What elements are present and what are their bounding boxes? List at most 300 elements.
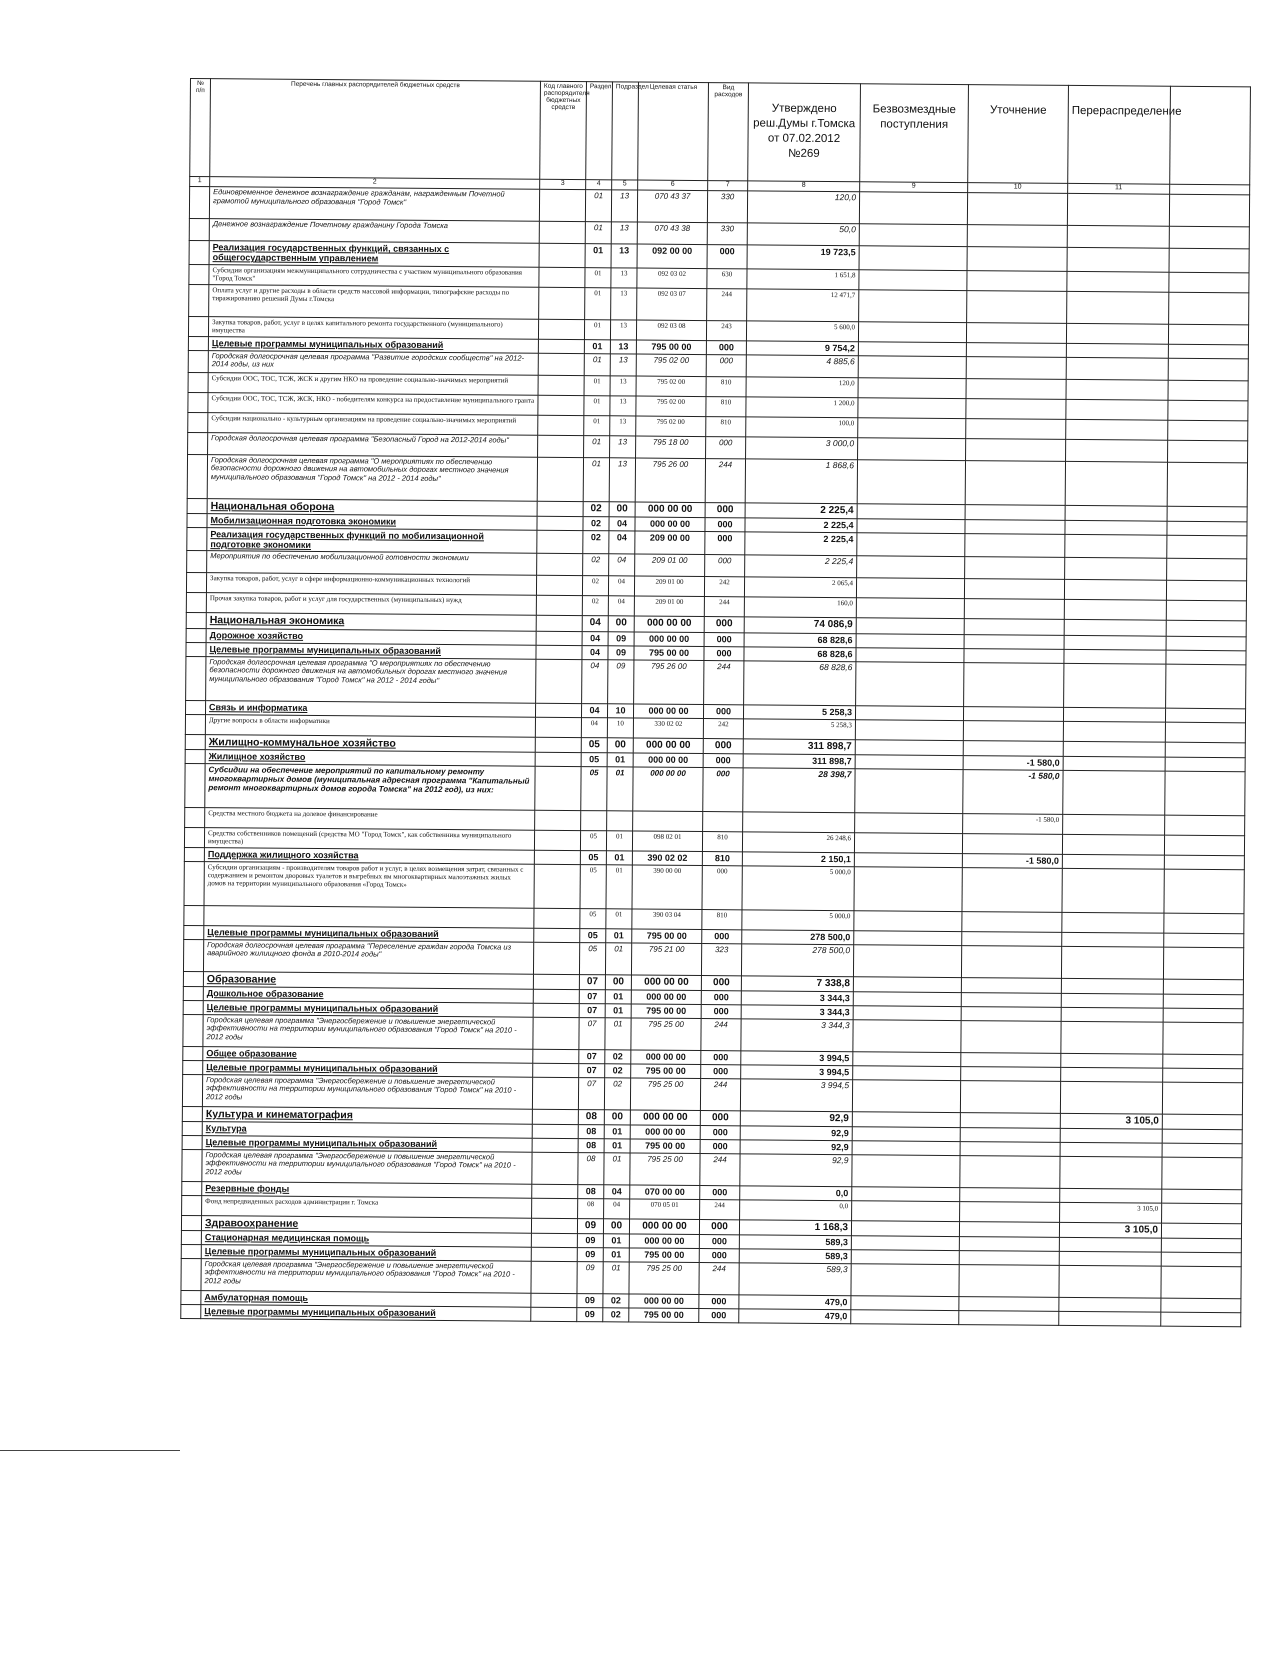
row-name-cell: Субсидии ООС, ТОС, ТСЖ, ЖСК и другим НКО на проведение социально-значимых мероприятий: [208, 372, 538, 395]
row-approved-cell: 3 994,5: [741, 1064, 853, 1079]
row-kod-cell: [538, 319, 584, 339]
row-razdel-cell: 08: [578, 1109, 604, 1124]
row-approved-cell: 19 723,5: [747, 245, 859, 270]
row-pereras-cell: [1065, 534, 1167, 558]
row-target-cell: 092 03 02: [637, 268, 707, 289]
row-vid-cell: 000: [706, 354, 746, 376]
row-pereras-cell: [1062, 854, 1164, 869]
row-number-cell: [182, 1195, 202, 1215]
row-extra-cell: [1163, 1068, 1243, 1083]
row-target-cell: 795 25 00: [631, 1018, 701, 1051]
row-razdel-cell: 05: [580, 908, 606, 928]
row-extra-cell: [1167, 521, 1247, 536]
row-vid-cell: 244: [707, 288, 747, 320]
row-number-cell: [181, 1244, 201, 1258]
row-name-cell: Городская долгосрочная целевая программа "О мероприятиях по обеспечению безопасности дорожного движения на автомобильных дорогах местного значения муниципального образования "Город Томск" на 2012 - 2014 годы": [207, 454, 537, 501]
row-extra-cell: [1164, 835, 1244, 856]
row-pereras-cell: [1067, 291, 1169, 324]
row-number-cell: [186, 642, 206, 656]
row-pereras-cell: [1066, 399, 1168, 420]
row-bezvozm-cell: [854, 910, 962, 931]
row-bezvozm-cell: [851, 1309, 959, 1324]
row-target-cell: 795 25 00: [630, 1078, 700, 1111]
row-vid-cell: 000: [700, 1185, 740, 1199]
row-approved-cell: 1 168,3: [739, 1220, 851, 1236]
row-target-cell: 795 00 00: [636, 340, 706, 355]
row-name-cell: Прочая закупка товаров, работ и услуг для государственных (муниципальных) нужд: [206, 593, 536, 616]
row-number-cell: [185, 714, 205, 734]
row-vid-cell: 810: [702, 851, 742, 865]
row-extra-cell: [1161, 1312, 1241, 1327]
row-podrazdel-cell: 09: [608, 659, 634, 703]
row-number-cell: [188, 372, 208, 392]
row-bezvozm-cell: [855, 719, 963, 740]
row-pereras-cell: [1067, 247, 1169, 271]
row-vid-cell: 330: [707, 191, 747, 223]
row-razdel-cell: 01: [585, 287, 611, 319]
row-number-cell: [185, 749, 205, 763]
row-podrazdel-cell: 00: [605, 974, 631, 989]
row-kod-cell: [535, 717, 581, 737]
row-podrazdel-cell: 01: [606, 864, 632, 908]
row-utochn-cell: [964, 634, 1064, 649]
row-name-cell: Средства собственников помещений (средства МО "Город Томск", как собственника муниципального имущества): [204, 827, 534, 850]
row-razdel-cell: 05: [580, 928, 606, 942]
row-bezvozm-cell: [856, 618, 964, 634]
row-pereras-cell: [1060, 1081, 1162, 1114]
row-number-cell: [186, 628, 206, 642]
row-approved-cell: 2 225,4: [745, 518, 857, 533]
row-pereras-cell: [1064, 649, 1166, 664]
row-extra-cell: [1168, 358, 1248, 381]
row-kod-cell: [537, 530, 583, 554]
row-target-cell: 795 26 00: [635, 458, 705, 503]
row-name-cell: Средства местного бюджета на долевое финансирование: [205, 807, 535, 830]
row-bezvozm-cell: [855, 812, 963, 833]
row-approved-cell: 589,3: [739, 1249, 851, 1264]
row-podrazdel-cell: 02: [603, 1294, 629, 1308]
row-podrazdel-cell: 02: [604, 1077, 630, 1109]
table-header-row: [190, 79, 1251, 185]
budget-sheet: [178, 78, 1275, 1658]
row-razdel-cell: 09: [577, 1233, 603, 1247]
row-approved-cell: 7 338,8: [741, 975, 853, 991]
row-vid-cell: 000: [701, 990, 741, 1004]
row-extra-cell: [1169, 272, 1249, 293]
row-bezvozm-cell: [859, 224, 967, 247]
row-number-cell: [183, 971, 203, 986]
row-vid-cell: 000: [703, 767, 743, 811]
row-bezvozm-cell: [853, 1005, 961, 1020]
column-number: 6: [638, 180, 708, 191]
row-vid-cell: 244: [704, 660, 744, 704]
row-extra-cell: [1165, 815, 1245, 836]
row-bezvozm-cell: [852, 1200, 960, 1221]
row-pereras-cell: [1066, 379, 1168, 400]
row-approved-cell: 50,0: [747, 223, 859, 246]
row-target-cell: 000 00 00: [633, 767, 703, 812]
row-approved-cell: 589,3: [739, 1235, 851, 1250]
row-utochn-cell: [959, 1310, 1059, 1325]
row-approved-cell: 3 994,5: [740, 1078, 852, 1111]
row-pereras-cell: [1061, 1053, 1163, 1068]
row-name-cell: Закупка товаров, работ, услуг в целях капитального ремонта государственного (муниципального) имущества: [208, 316, 538, 339]
row-kod-cell: [531, 1293, 577, 1307]
row-razdel-cell: 02: [583, 554, 609, 576]
row-approved-cell: 5 258,3: [743, 704, 855, 719]
row-number-cell: [184, 905, 204, 925]
scan-edge-line: [0, 1450, 180, 1451]
row-pereras-cell: 3 105,0: [1059, 1222, 1161, 1238]
row-utochn-cell: [960, 1127, 1060, 1142]
row-razdel-cell: 02: [582, 576, 608, 596]
row-podrazdel-cell: 01: [607, 752, 633, 766]
row-podrazdel-cell: 01: [606, 928, 632, 942]
row-kod-cell: [532, 1138, 578, 1152]
row-pereras-cell: [1062, 932, 1164, 947]
row-utochn-cell: [961, 945, 1061, 978]
row-approved-cell: 0,0: [740, 1200, 852, 1221]
row-bezvozm-cell: [857, 503, 965, 519]
row-razdel-cell: 01: [585, 190, 611, 222]
row-podrazdel-cell: 02: [605, 1049, 631, 1063]
row-target-cell: 795 02 00: [636, 416, 706, 437]
row-vid-cell: 000: [705, 531, 745, 555]
row-extra-cell: [1163, 1022, 1243, 1055]
col-pereras-header: Перераспределение: [1068, 85, 1171, 184]
row-razdel-cell: 09: [577, 1261, 603, 1293]
row-name-cell: Городская долгосрочная целевая программа "Переселение граждан города Томска из аварийного жилищного фонда в 2010-2014 годы": [203, 939, 533, 974]
col-razdel-header: Раздел: [586, 82, 613, 180]
row-number-cell: [183, 939, 203, 971]
row-approved-cell: 3 000,0: [746, 437, 858, 460]
row-bezvozm-cell: [857, 519, 965, 534]
row-approved-cell: 589,3: [739, 1263, 851, 1296]
row-kod-cell: [538, 375, 584, 395]
row-bezvozm-cell: [859, 192, 967, 225]
row-bezvozm-cell: [858, 341, 966, 356]
row-kod-cell: [536, 596, 582, 616]
row-razdel-cell: 01: [584, 375, 610, 395]
row-utochn-cell: [966, 438, 1066, 461]
row-bezvozm-cell: [859, 269, 967, 290]
row-podrazdel-cell: 00: [609, 501, 635, 516]
row-approved-cell: 2 225,4: [745, 503, 857, 519]
row-approved-cell: 2 225,4: [745, 532, 857, 557]
row-extra-cell: [1164, 869, 1244, 914]
col-kod-header: Код главного распорядителя бюджетных средств: [540, 81, 587, 179]
row-number-cell: [181, 1290, 201, 1304]
row-extra-cell: [1166, 636, 1246, 651]
row-extra-cell: [1163, 1008, 1243, 1023]
row-approved-cell: 28 398,7: [743, 767, 855, 812]
row-pereras-cell: [1060, 1156, 1162, 1189]
row-bezvozm-cell: [859, 246, 967, 271]
row-name-cell: Жилищное хозяйство: [205, 749, 535, 766]
row-utochn-cell: [966, 342, 1066, 357]
row-utochn-cell: [966, 378, 1066, 399]
row-approved-cell: 5 258,3: [743, 718, 855, 739]
col-target-header: Целевая статья: [638, 82, 709, 181]
row-utochn-cell: [962, 867, 1062, 912]
row-bezvozm-cell: [856, 661, 964, 706]
row-target-cell: 209 01 00: [635, 554, 705, 577]
row-bezvozm-cell: [853, 991, 961, 1006]
row-approved-cell: 92,9: [740, 1154, 852, 1187]
row-kod-cell: [532, 1184, 578, 1198]
row-utochn-cell: [967, 290, 1067, 323]
row-number-cell: [186, 700, 206, 714]
row-kod-cell: [535, 810, 581, 830]
row-podrazdel-cell: 01: [603, 1248, 629, 1262]
row-number-cell: [184, 861, 204, 905]
row-utochn-cell: [965, 504, 1065, 520]
row-utochn-cell: [960, 1112, 1060, 1128]
row-podrazdel-cell: 04: [604, 1198, 630, 1218]
row-approved-cell: 311 898,7: [743, 753, 855, 768]
row-pereras-cell: [1062, 834, 1164, 855]
row-extra-cell: [1163, 1054, 1243, 1069]
row-number-cell: [189, 187, 209, 219]
row-bezvozm-cell: [853, 1051, 961, 1066]
row-utochn-cell: [960, 1201, 1060, 1222]
row-number-cell: [182, 1181, 202, 1195]
row-razdel-cell: 09: [577, 1293, 603, 1307]
row-target-cell: 070 43 37: [637, 190, 707, 223]
row-bezvozm-cell: [857, 533, 965, 558]
row-bezvozm-cell: [853, 1019, 961, 1052]
row-vid-cell: 330: [707, 223, 747, 245]
row-extra-cell: [1166, 664, 1246, 709]
row-approved-cell: 2 150,1: [742, 851, 854, 866]
row-approved-cell: 100,0: [746, 417, 858, 438]
row-number-cell: [188, 336, 208, 350]
row-bezvozm-cell: [851, 1249, 959, 1264]
row-pereras-cell: [1067, 271, 1169, 292]
row-bezvozm-cell: [859, 289, 967, 322]
row-extra-cell: [1165, 742, 1245, 758]
row-kod-cell: [531, 1261, 577, 1293]
row-target-cell: 795 02 00: [636, 376, 706, 397]
row-podrazdel-cell: 13: [610, 375, 636, 395]
row-podrazdel-cell: 02: [603, 1308, 629, 1322]
row-vid-cell: 000: [699, 1248, 739, 1262]
row-number-cell: [187, 454, 207, 498]
row-pereras-cell: [1063, 707, 1165, 722]
row-bezvozm-cell: [854, 852, 962, 867]
row-bezvozm-cell: [856, 598, 964, 619]
row-approved-cell: 92,9: [740, 1110, 852, 1126]
row-extra-cell: [1161, 1298, 1241, 1313]
row-razdel-cell: 01: [584, 339, 610, 353]
row-target-cell: 000 00 00: [631, 975, 701, 991]
row-podrazdel-cell: 13: [610, 395, 636, 415]
row-razdel-cell: 02: [583, 516, 609, 530]
row-target-cell: 000 00 00: [629, 1234, 699, 1249]
row-name-cell: Мобилизационная подготовка экономики: [207, 513, 537, 530]
row-pereras-cell: [1061, 1021, 1163, 1054]
row-pereras-cell: [1063, 756, 1165, 771]
row-bezvozm-cell: [855, 768, 963, 813]
row-number-cell: [188, 412, 208, 432]
row-utochn-cell: [961, 1006, 1061, 1021]
row-vid-cell: 323: [701, 943, 741, 975]
row-pereras-cell: [1066, 439, 1168, 462]
row-number-cell: [181, 1215, 201, 1230]
row-name-cell: Закупка товаров, работ, услуг в сфере информационно-коммуникационных технологий: [206, 573, 536, 596]
row-utochn-cell: [967, 193, 1067, 226]
row-extra-cell: [1168, 440, 1248, 463]
row-target-cell: 092 00 00: [637, 244, 707, 268]
row-kod-cell: [538, 395, 584, 415]
column-number: 8: [748, 181, 860, 192]
row-bezvozm-cell: [851, 1263, 959, 1296]
row-vid-cell: 243: [706, 320, 746, 340]
row-extra-cell: [1169, 226, 1249, 249]
row-utochn-cell: [963, 740, 1063, 756]
row-bezvozm-cell: [852, 1111, 960, 1127]
row-utochn-cell: [964, 599, 1064, 620]
row-razdel-cell: 09: [577, 1218, 603, 1233]
row-name-cell: Городская целевая программа "Энергосбережение и повышение энергетической эффективности на территории муниципального образования "Город Томск" на 2010 - 2012 годы: [202, 1074, 532, 1109]
row-name-cell: Единовременное денежное вознаграждение гражданам, награжденным Почетной грамотой муниципального образования "Город Томск": [209, 187, 539, 222]
row-target-cell: 000 00 00: [633, 753, 703, 768]
row-utochn-cell: [965, 533, 1065, 557]
row-number-cell: [182, 1149, 202, 1181]
row-target-cell: 795 00 00: [629, 1248, 699, 1263]
row-name-cell: Мероприятия по обеспечению мобилизационной готовности экономики: [207, 551, 537, 576]
row-utochn-cell: [960, 1080, 1060, 1113]
row-utochn-cell: [960, 1155, 1060, 1188]
row-razdel-cell: 01: [585, 244, 611, 268]
row-pereras-cell: [1062, 912, 1164, 933]
row-extra-cell: [1168, 420, 1248, 441]
row-kod-cell: [536, 576, 582, 596]
row-number-cell: [186, 573, 206, 593]
row-target-cell: 000 00 00: [631, 990, 701, 1005]
row-name-cell: Целевые программы муниципальных образований: [206, 642, 536, 659]
col-vid-header: Вид расходов: [708, 83, 749, 181]
row-vid-cell: 000: [702, 865, 742, 909]
row-number-cell: [187, 527, 207, 551]
row-kod-cell: [532, 1198, 578, 1218]
row-target-cell: 209 00 00: [635, 531, 705, 555]
row-kod-cell: [532, 1109, 578, 1124]
row-pereras-cell: [1064, 600, 1166, 621]
row-vid-cell: 000: [703, 704, 743, 718]
row-vid-cell: 000: [700, 1110, 740, 1125]
row-target-cell: 000 00 00: [630, 1110, 700, 1126]
row-razdel-cell: 01: [584, 395, 610, 415]
row-approved-cell: 2 225,4: [745, 555, 857, 578]
row-razdel-cell: 09: [577, 1247, 603, 1261]
row-bezvozm-cell: [858, 377, 966, 398]
row-podrazdel-cell: 01: [604, 1152, 630, 1184]
row-number-cell: [188, 392, 208, 412]
row-razdel-cell: [581, 810, 607, 830]
row-vid-cell: 000: [706, 340, 746, 354]
row-razdel-cell: 02: [583, 501, 609, 516]
row-name-cell: Стационарная медицинская помощь: [201, 1230, 531, 1247]
row-extra-cell: [1165, 757, 1245, 772]
row-name-cell: Денежное вознаграждение Почетному гражданину Города Томска: [209, 219, 539, 244]
row-kod-cell: [531, 1307, 577, 1321]
row-utochn-cell: [961, 1020, 1061, 1053]
row-target-cell: 070 43 38: [637, 222, 707, 245]
row-razdel-cell: 01: [584, 415, 610, 435]
row-kod-cell: [538, 415, 584, 435]
row-bezvozm-cell: [858, 397, 966, 418]
row-target-cell: 795 00 00: [634, 646, 704, 661]
row-kod-cell: [536, 616, 582, 631]
row-vid-cell: 244: [705, 458, 745, 502]
row-bezvozm-cell: [858, 437, 966, 460]
row-vid-cell: 000: [705, 502, 745, 517]
row-podrazdel-cell: 00: [608, 616, 634, 631]
row-vid-cell: 244: [700, 1199, 740, 1219]
row-extra-cell: [1162, 1157, 1242, 1190]
row-approved-cell: 68 828,6: [744, 646, 856, 661]
row-razdel-cell: 01: [584, 435, 610, 457]
row-number-cell: [189, 218, 209, 240]
row-extra-cell: [1166, 621, 1246, 637]
row-name-cell: [204, 905, 534, 928]
row-target-cell: 209 01 00: [634, 596, 704, 617]
row-target-cell: 000 00 00: [633, 738, 703, 754]
row-vid-cell: 244: [699, 1262, 739, 1294]
row-target-cell: 795 02 00: [636, 354, 706, 377]
row-podrazdel-cell: 09: [608, 645, 634, 659]
row-bezvozm-cell: [853, 1065, 961, 1080]
row-utochn-cell: [961, 992, 1061, 1007]
row-extra-cell: [1167, 535, 1247, 559]
row-podrazdel-cell: 13: [610, 319, 636, 339]
row-kod-cell: [532, 1152, 578, 1184]
row-pereras-cell: [1059, 1311, 1161, 1326]
row-target-cell: 795 18 00: [636, 436, 706, 459]
row-razdel-cell: 01: [583, 457, 609, 501]
row-name-cell: Другие вопросы в области информатики: [205, 714, 535, 737]
row-target-cell: 390 02 02: [632, 851, 702, 866]
row-kod-cell: [539, 243, 585, 267]
row-extra-cell: [1164, 855, 1244, 870]
row-number-cell: [188, 316, 208, 336]
row-utochn-cell: [964, 662, 1064, 707]
row-number-cell: [189, 264, 209, 284]
col-name-header: Перечень главных распорядителей бюджетных средств: [210, 79, 541, 180]
row-pereras-cell: [1063, 721, 1165, 742]
row-pereras-cell: [1060, 1188, 1162, 1203]
row-razdel-cell: 04: [581, 717, 607, 737]
row-number-cell: [182, 1121, 202, 1135]
row-vid-cell: 000: [699, 1308, 739, 1322]
row-kod-cell: [532, 1124, 578, 1138]
row-extra-cell: [1164, 933, 1244, 948]
row-name-cell: Субсидии национально - культурным организациям на проведение социально-значимых мероприятий: [208, 412, 538, 435]
row-pereras-cell: [1061, 1007, 1163, 1022]
row-vid-cell: 000: [699, 1234, 739, 1248]
row-vid-cell: 000: [702, 929, 742, 943]
row-kod-cell: [537, 501, 583, 516]
row-kod-cell: [539, 287, 585, 319]
row-extra-cell: [1168, 344, 1248, 359]
row-razdel-cell: 07: [579, 1063, 605, 1077]
row-target-cell: 000 00 00: [631, 1050, 701, 1065]
row-extra-cell: [1168, 380, 1248, 401]
row-razdel-cell: 05: [580, 850, 606, 864]
row-name-cell: Целевые программы муниципальных образований: [201, 1244, 531, 1261]
row-approved-cell: 1 651,8: [747, 269, 859, 290]
